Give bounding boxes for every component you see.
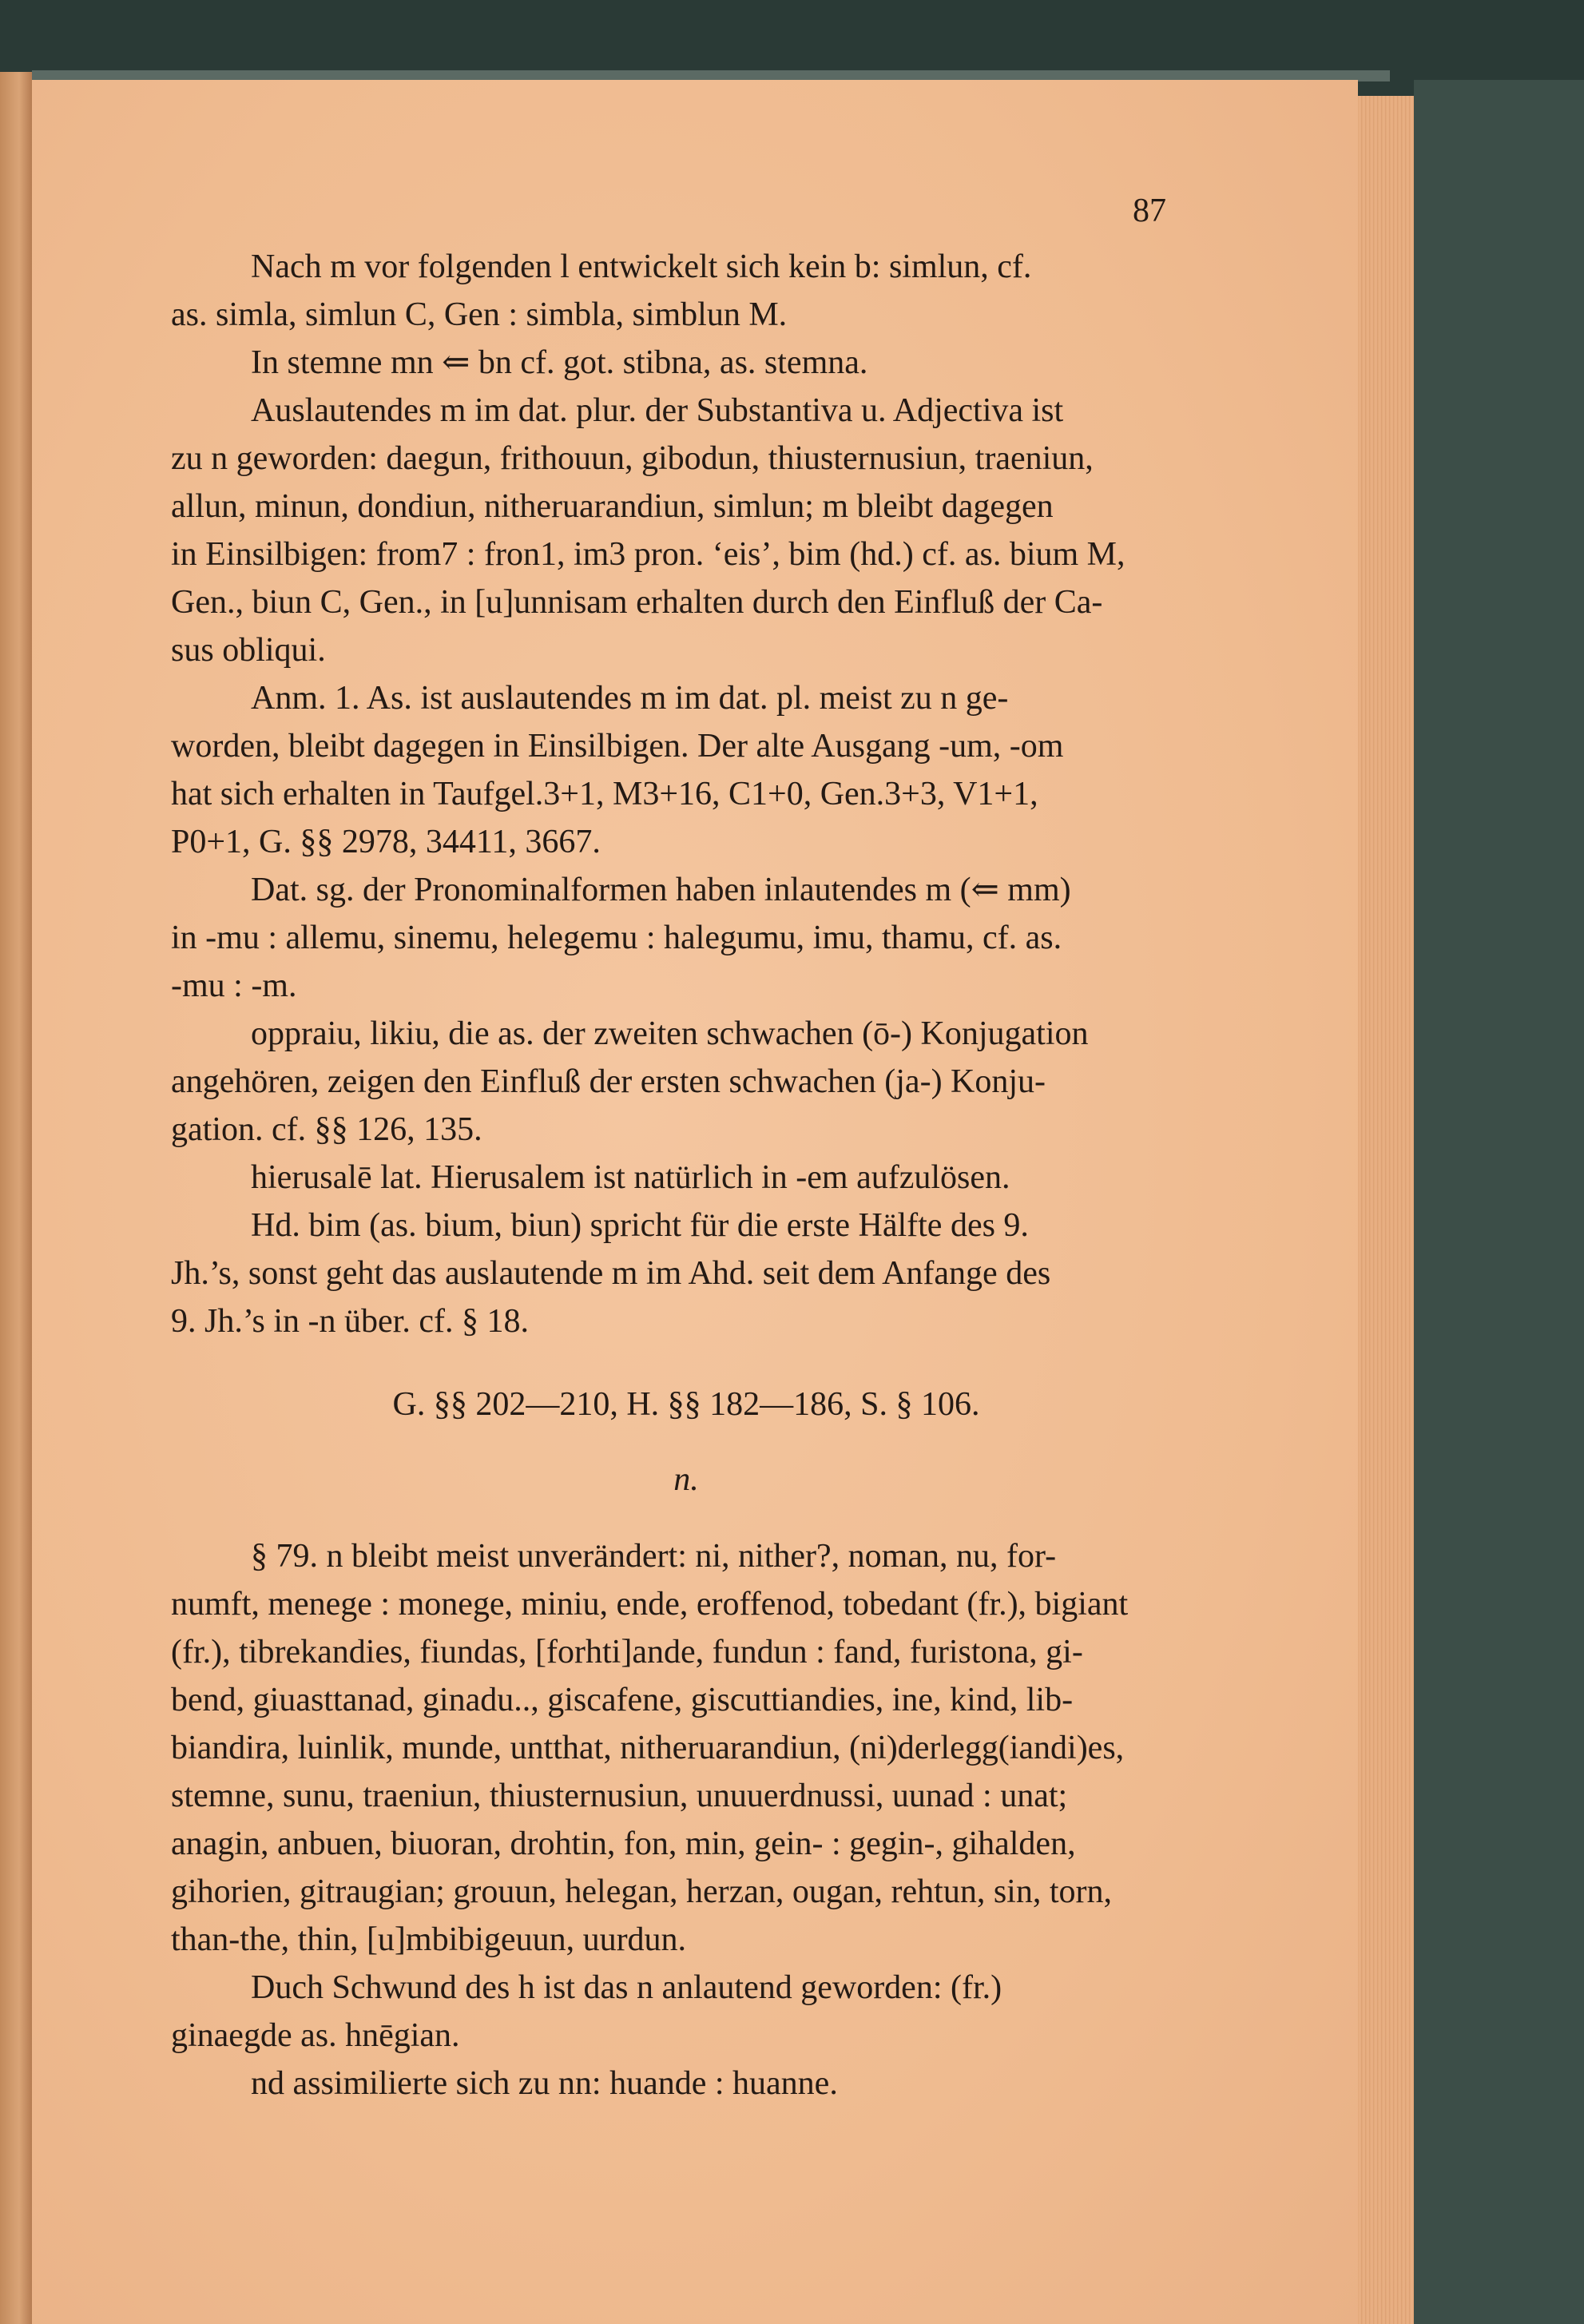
text-line: Dat. sg. der Pronominalformen haben inlautendes m (⇐ mm): [251, 872, 1071, 908]
paragraph-anm: [171, 674, 1201, 722]
paragraph-nach-m: [171, 243, 1201, 291]
text-line: than-the, thin, [u]mbibigeuun, uurdun.: [171, 1921, 687, 1958]
text-line: (fr.), tibrekandies, fiundas, [forhti]ande, fundun : fand, furistona, gi-: [171, 1634, 1083, 1670]
paragraph-oppraiu: [171, 1010, 1201, 1058]
text-line: in -mu : allemu, sinemu, helegemu : halegumu, imu, thamu, cf. as.: [171, 920, 1062, 956]
text-line: hat sich erhalten in Taufgel.3+1, M3+16, C1+0, Gen.3+3, V1+1,: [171, 776, 1038, 812]
text-line: Gen., biun C, Gen., in [u]unnisam erhalten durch den Einfluß der Ca-: [171, 584, 1103, 621]
text-line: biandira, luinlik, munde, untthat, nitheruarandiun, (ni)derlegg(iandi)es,: [171, 1730, 1125, 1766]
text-line: allun, minun, dondiun, nitheruarandiun, simlun; m bleibt dagegen: [171, 488, 1054, 525]
book-cover-right: [1414, 80, 1584, 2324]
text-line: -mu : -m.: [171, 967, 297, 1004]
text-line: G. §§ 202—210, H. §§ 182—186, S. § 106.: [392, 1386, 980, 1423]
text-line: Hd. bim (as. bium, biun) spricht für die erste Hälfte des 9.: [251, 1207, 1029, 1244]
reference-line: [171, 1380, 1201, 1428]
text-line: Duch Schwund des h ist das n anlautend geworden: (fr.): [251, 1969, 1002, 2006]
paragraph-hd-bim: [171, 1202, 1201, 1249]
paragraph-schwund: [171, 1964, 1201, 2012]
text-line: oppraiu, likiu, die as. der zweiten schwachen (ō-) Konjugation: [251, 1015, 1089, 1052]
text-line: Auslautendes m im dat. plur. der Substantiva u. Adjectiva ist: [251, 392, 1064, 429]
text-line: zu n geworden: daegun, frithouun, gibodun, thiusternusiun, traeniun,: [171, 440, 1094, 477]
paragraph-cont: [171, 1058, 1201, 1154]
section-heading-n: [171, 1456, 1201, 1504]
text-line: nd assimilierte sich zu nn: huande : huanne.: [251, 2065, 838, 2102]
text-line: Jh.’s, sonst geht das auslautende m im Ahd. seit dem Anfange des: [171, 1255, 1051, 1292]
text-line: hierusalē lat. Hierusalem ist natürlich in -em aufzulösen.: [251, 1159, 1010, 1196]
text-line: worden, bleibt dagegen in Einsilbigen. Der alte Ausgang -um, -om: [171, 728, 1064, 765]
text-line: in Einsilbigen: from7 : fron1, im3 pron. ‘eis’, bim (hd.) cf. as. bium M,: [171, 536, 1125, 573]
text-line: stemne, sunu, traeniun, thiusternusiun, unuuerdnussi, uunad : unat;: [171, 1778, 1068, 1814]
paragraph-cont: [171, 1249, 1201, 1345]
text-line: 9. Jh.’s in -n über. cf. § 18.: [171, 1303, 529, 1340]
text-line: anagin, anbuen, biuoran, drohtin, fon, min, gein- : gegin-, gihalden,: [171, 1825, 1076, 1862]
paragraph-auslautendes: [171, 387, 1201, 435]
text-line: In stemne mn ⇐ bn cf. got. stibna, as. stemna.: [251, 344, 868, 381]
text-line: bend, giuasttanad, ginadu.., giscafene, giscuttiandies, ine, kind, lib-: [171, 1682, 1074, 1718]
text-line: as. simla, simlun C, Gen : simbla, simblun M.: [171, 296, 788, 333]
paragraph-cont: [171, 914, 1201, 1010]
paragraph-cont: [171, 1580, 1201, 1964]
paragraph-hierusale: [171, 1154, 1201, 1202]
page-text: [171, 192, 1201, 2107]
paragraph-79: [171, 1532, 1201, 1580]
page-stack-edge: [1358, 96, 1414, 2324]
paragraph-nd: [171, 2060, 1201, 2107]
book-edge-left: [0, 72, 32, 2324]
text-line: n.: [673, 1461, 699, 1498]
paragraph-cont: [171, 291, 1201, 339]
paragraph-cont: [171, 2012, 1201, 2060]
text-line: Nach m vor folgenden l entwickelt sich kein b: simlun, cf.: [251, 248, 1032, 285]
text-line: gation. cf. §§ 126, 135.: [171, 1111, 482, 1148]
text-line: § 79. n bleibt meist unverändert: ni, nither?, noman, nu, for-: [251, 1538, 1057, 1575]
text-line: P0+1, G. §§ 2978, 34411, 3667.: [171, 824, 601, 860]
text-line: gihorien, gitraugian; grouun, helegan, herzan, ougan, rehtun, sin, torn,: [171, 1873, 1113, 1910]
paragraph-stemne: [171, 339, 1201, 387]
text-line: numft, menege : monege, miniu, ende, eroffenod, tobedant (fr.), bigiant: [171, 1586, 1129, 1623]
page-number: 87: [1133, 193, 1166, 229]
text-line: angehören, zeigen den Einfluß der ersten schwachen (ja-) Konju-: [171, 1063, 1046, 1100]
paragraph-dat-sg: [171, 866, 1201, 914]
text-line: Anm. 1. As. ist auslautendes m im dat. pl. meist zu n ge-: [251, 680, 1009, 717]
paragraph-cont: [171, 435, 1201, 674]
text-line: sus obliqui.: [171, 632, 326, 669]
text-line: ginaegde as. hnēgian.: [171, 2017, 460, 2054]
paragraph-cont: [171, 722, 1201, 866]
